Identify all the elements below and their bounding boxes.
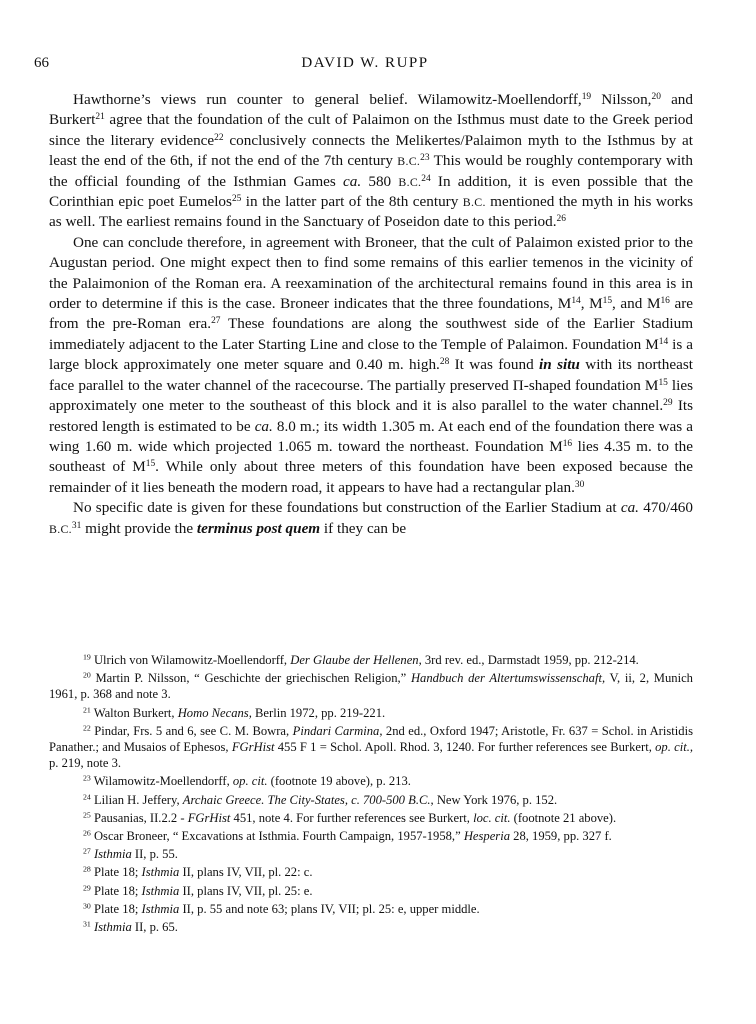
footnote-ref-20[interactable]: 20 [651, 91, 661, 102]
footnote-ref-29[interactable]: 29 [663, 397, 673, 408]
footnote-ref-22[interactable]: 22 [214, 132, 224, 143]
footnote-ref-28[interactable]: 28 [439, 357, 450, 368]
footnote-26: $^{26}$ Oscar Broneer, “ Excavations at Isthmia. Fourth Campaign, 1957-1958,” Hesperia 28, 1959, pp. 327 f. [83, 828, 612, 844]
footnote-30: $^{30}$ Plate 18; Isthmia II, p. 55 and note 63; plans IV, VII; pl. 25: e, upper middle. [83, 901, 480, 916]
footnote-29: $^{29}$ Plate 18; Isthmia II, plans IV, VII, pl. 25: e. [83, 883, 313, 898]
footnote-20: $^{20}$ Martin P. Nilsson, “ Geschichte der griechischen Religion,” Handbuch der Altertumswissenschaft, V, ii, 2, Munich 1961, p. 368 and note 3. [49, 670, 693, 702]
footnote-31: $^{31}$ Isthmia II, p. 65. [83, 919, 178, 935]
paragraph-1: Hawthorne’s views run counter to general belief. Wilamowitz-Moellendorff,$^{19}$ Nilsson,$^{20}$ and Burkert$^{21}$ agree that the foundation of the cult of Palaimon on the Isthmus must date to the Greek period since the literary evidence$^{22}$ conclusively connects the Melikertes/Palaimon myth to the Isthmus by at least the end of the 6th, if not the end of the 7th century B.C.$^{23}$ This would be roughly contemporary with the official founding of the Isthmian Games ca. 580 B.C.$^{24}$ In addition, it is even possible that the Corinthian epic poet Eumelos$^{25}$ in the latter part of the 8th century B.C. mentioned the myth in his works as well. The earliest remains found in the Sanctuary of Poseidon date to this period.$^{26}$ [49, 91, 694, 231]
body-text [49, 90, 693, 539]
footnote-28: $^{28}$ Plate 18; Isthmia II, plans IV, VII, pl. 22: c. [83, 865, 313, 880]
footnote-ref-26[interactable]: 26 [556, 214, 566, 225]
footnote-24: $^{24}$ Lilian H. Jeffery, Archaic Greece. The City-States, c. 700-500 B.C., New York 1976, p. 152. [83, 792, 558, 807]
footnote-22: $^{22}$ Pindar, Frs. 5 and 6, see C. M. Bowra, Pindari Carmina, 2nd ed., Oxford 1947; Aristotle, Fr. 637 = Schol. in Aristidis Panather.; and Musaios of Ephesos, FGrHist 455 F 1 = Schol. Apoll. Rhod. 3, 1240. For further references see Burkert, op. cit., p. 219, note 3. [49, 723, 693, 771]
footnote-21: $^{21}$ Walton Burkert, Homo Necans, Berlin 1972, pp. 219-221. [83, 705, 386, 720]
footnote-23: $^{23}$ Wilamowitz-Moellendorff, op. cit. (footnote 19 above), p. 213. [83, 774, 411, 789]
footnote-ref-23[interactable]: 23 [420, 153, 430, 164]
footnote-27: $^{27}$ Isthmia II, p. 55. [83, 846, 178, 862]
paragraph-2: One can conclude therefore, in agreement with Broneer, that the cult of Palaimon existed prior to the Augustan period. One might expect then to find some remains of this earlier temenos in the vicinity of the Palaimonion of the Roman era. A reexamination of the architectural remains found in this area is in order to determine if this is the case. Broneer indicates that the three foundations, $M^{14}$, $M^{15}$, and $M^{16}$ are from the pre-Roman era.$^{27}$ These foundations are along the southwest side of the Earlier Stadium immediately adjacent to the Later Starting Line and close to the Temple of Palaimon. Foundation $M^{14}$ is a large block approximately one meter square and 0.40 m. high.$^{28}$ It was found in situ with its northeast face parallel to the water channel of the racecourse. The partially preserved Π-shaped foundation $M^{15}$ lies approximately one meter to the southeast of this block and it is also parallel to the water channel.$^{29}$ Its restored length is estimated to be ca. 8.0 m.; its width 1.305 m. At each end of the foundation there was a wing 1.60 m. wide which projected 1.065 m. toward the northeast. Foundation $M^{16}$ lies 4.35 m. to the southeast of $M^{15}$. While only about three meters of this foundation have been exposed because the remainder of it lies beneath the modern road, it appears to have had a rectangular plan.$^{30}$ [49, 233, 694, 496]
footnote-ref-21[interactable]: 21 [95, 112, 105, 123]
footnote-ref-24[interactable]: 24 [421, 173, 431, 184]
footnotes [49, 652, 693, 937]
footnote-ref-19[interactable]: 19 [581, 91, 592, 102]
page-number: 66 [34, 55, 49, 71]
footnote-ref-27[interactable]: 27 [211, 316, 221, 327]
paragraph-3: No specific date is given for these foundations but construction of the Earlier Stadium at ca. 470/460 B.C.$^{31}$ might provide the terminus post quem if they can be [49, 499, 693, 537]
footnote-ref-31[interactable]: 31 [71, 520, 82, 531]
footnote-19: $^{19}$ Ulrich von Wilamowitz-Moellendorff, Der Glaube der Hellenen, 3rd rev. ed., Darmstadt 1959, pp. 212-214. [83, 652, 639, 667]
running-header [34, 55, 696, 75]
footnote-ref-25[interactable]: 25 [231, 193, 242, 204]
footnote-ref-30[interactable]: 30 [574, 479, 585, 490]
running-head-author: DAVID W. RUPP [301, 55, 429, 71]
footnote-25: $^{25}$ Pausanias, II.2.2 - FGrHist 451, note 4. For further references see Burkert, loc. cit. (footnote 21 above). [83, 810, 617, 825]
